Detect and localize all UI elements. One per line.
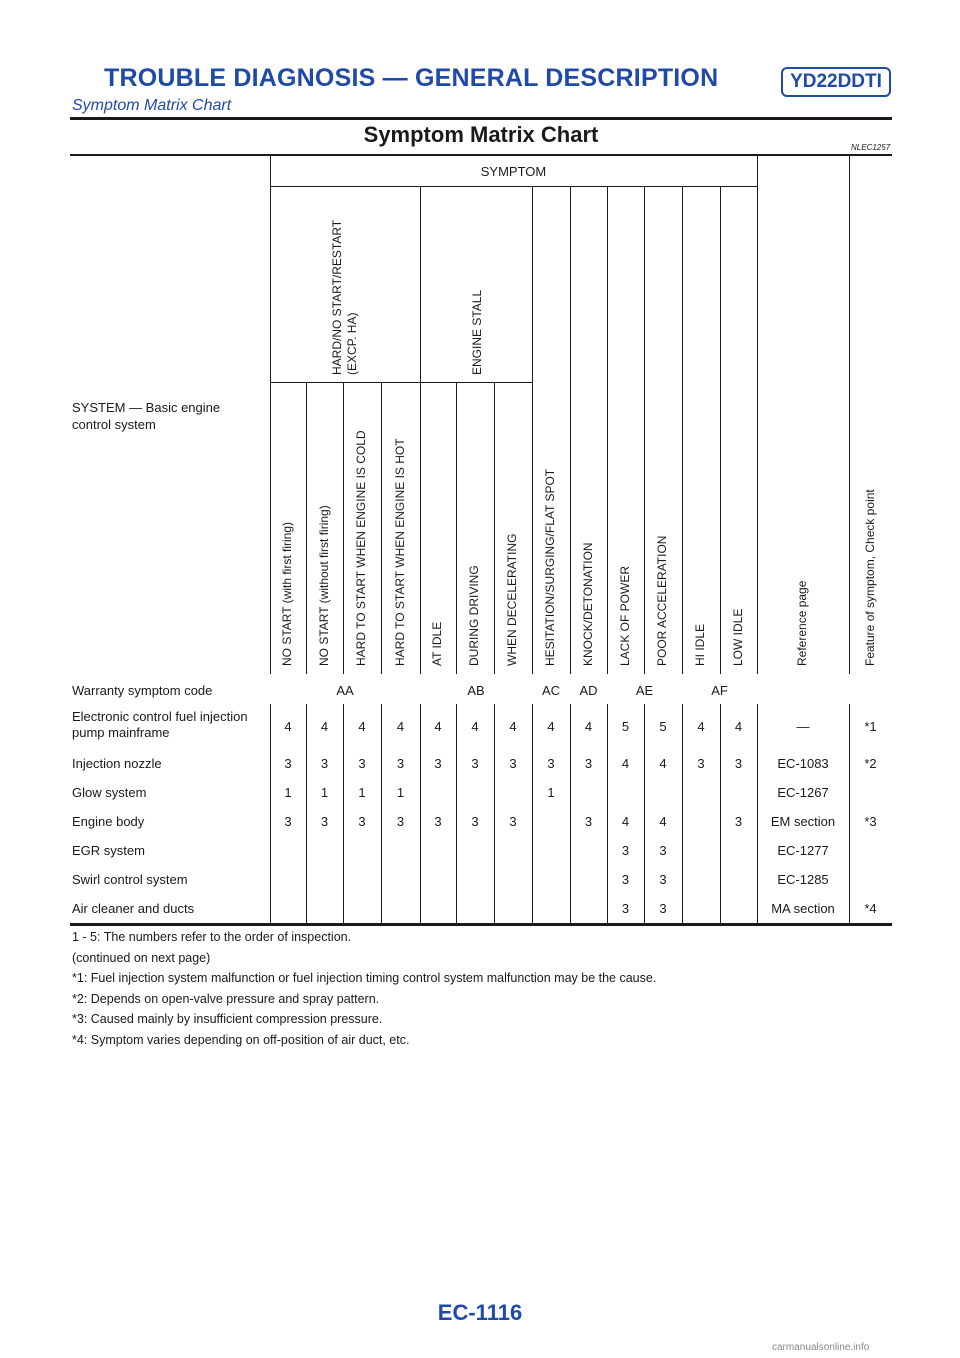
row-label: EGR system xyxy=(72,843,145,858)
matrix-cell: 4 xyxy=(284,719,292,734)
column-header: KNOCK/DETONATION xyxy=(581,542,595,666)
note-line: *1: Fuel injection system malfunction or fuel injection timing control system malfunction may be the cause. xyxy=(72,971,657,985)
matrix-cell: 3 xyxy=(659,901,667,916)
table-rule xyxy=(682,186,683,674)
feature-header: Feature of symptom, Check point xyxy=(863,489,877,666)
matrix-cell: 3 xyxy=(697,756,705,771)
row-label: Air cleaner and ducts xyxy=(72,901,195,916)
row-label: Injection nozzle xyxy=(72,756,162,771)
table-rule xyxy=(343,382,344,674)
table-rule xyxy=(757,155,758,674)
table-rule xyxy=(849,155,850,674)
matrix-cell: 3 xyxy=(734,814,743,829)
matrix-cell: 4 xyxy=(659,814,667,829)
column-header: HARD TO START WHEN ENGINE IS HOT xyxy=(393,438,407,666)
matrix-cell: 3 xyxy=(621,872,630,887)
feature-cell: *4 xyxy=(864,901,877,916)
feature-cell: *2 xyxy=(864,756,877,771)
table-rule xyxy=(607,186,608,674)
matrix-cell: 4 xyxy=(697,719,705,734)
column-header: AT IDLE xyxy=(430,621,444,666)
table-rule xyxy=(381,382,382,674)
section-title: Symptom Matrix Chart xyxy=(363,122,599,147)
matrix-cell: 4 xyxy=(621,814,630,829)
matrix-cell: 3 xyxy=(584,756,593,771)
matrix-cell: 3 xyxy=(659,843,667,858)
reference-cell: MA section xyxy=(771,901,835,916)
matrix-cell: 3 xyxy=(358,814,366,829)
warranty-code: AD xyxy=(579,683,598,698)
matrix-cell: 3 xyxy=(584,814,593,829)
matrix-cell: 3 xyxy=(434,814,442,829)
feature-cell: *1 xyxy=(864,719,877,734)
matrix-cell: 4 xyxy=(471,719,479,734)
matrix-cell: 3 xyxy=(471,756,479,771)
page-header-title: TROUBLE DIAGNOSIS — GENERAL DESCRIPTION xyxy=(104,64,719,92)
note-line: (continued on next page) xyxy=(72,951,211,965)
table-rule xyxy=(570,186,571,674)
column-header: NO START (with first firing) xyxy=(280,521,294,666)
row-label: Engine body xyxy=(72,814,145,829)
table-rule xyxy=(644,186,645,674)
reference-page-header: Reference page xyxy=(795,580,809,666)
table-rule xyxy=(494,382,495,674)
matrix-cell: 1 xyxy=(358,785,366,800)
matrix-cell: 5 xyxy=(659,719,667,734)
matrix-cell: 3 xyxy=(659,872,667,887)
matrix-cell: 3 xyxy=(621,843,630,858)
reference-cell: — xyxy=(796,719,810,734)
matrix-cell: 3 xyxy=(471,814,479,829)
matrix-cell: 3 xyxy=(509,814,517,829)
table-rule xyxy=(456,382,457,674)
matrix-cell: 4 xyxy=(734,719,743,734)
matrix-cell: 3 xyxy=(509,756,517,771)
warranty-code: AF xyxy=(711,683,728,698)
matrix-cell: 3 xyxy=(320,814,329,829)
matrix-cell: 1 xyxy=(396,785,405,800)
matrix-cell: 4 xyxy=(396,719,405,734)
warranty-code: AB xyxy=(467,683,485,698)
reference-cell: EC-1083 xyxy=(777,756,829,771)
engine-badge: YD22DDTI xyxy=(781,67,891,97)
matrix-cell: 3 xyxy=(320,756,329,771)
matrix-cell: 4 xyxy=(509,719,517,734)
symptom-header: SYMPTOM xyxy=(480,164,547,179)
section-code: NLEC1257 xyxy=(851,143,891,152)
matrix-cell: 3 xyxy=(358,756,366,771)
header-rule xyxy=(70,117,892,120)
column-header: POOR ACCELERATION xyxy=(655,535,669,666)
matrix-cell: 3 xyxy=(547,756,555,771)
warranty-code: AA xyxy=(336,683,354,698)
reference-cell: EC-1267 xyxy=(777,785,829,800)
matrix-cell: 1 xyxy=(284,785,292,800)
row-label: Electronic control fuel injection pump mainframe xyxy=(72,709,248,740)
matrix-cell: 4 xyxy=(584,719,593,734)
system-label: SYSTEM — Basic engine control system xyxy=(72,400,221,432)
reference-cell: EC-1277 xyxy=(777,843,829,858)
matrix-cell: 3 xyxy=(396,814,405,829)
row-label: Swirl control system xyxy=(72,872,188,887)
column-header: WHEN DECELERATING xyxy=(505,533,519,666)
matrix-cell: 3 xyxy=(284,814,292,829)
note-line: 1 - 5: The numbers refer to the order of inspection. xyxy=(72,930,352,944)
table-rule xyxy=(532,704,533,923)
row-label: Glow system xyxy=(72,785,147,800)
matrix-cell: 4 xyxy=(621,756,630,771)
warranty-code: AC xyxy=(541,683,561,698)
table-rule xyxy=(270,155,271,674)
reference-cell: EC-1285 xyxy=(777,872,829,887)
column-header: HESITATION/SURGING/FLAT SPOT xyxy=(543,468,557,666)
warranty-code: AE xyxy=(635,683,654,698)
table-rule xyxy=(420,186,421,674)
watermark: carmanualsonline.info xyxy=(772,1342,870,1353)
warranty-label: Warranty symptom code xyxy=(72,683,213,698)
page-header-subtitle: Symptom Matrix Chart xyxy=(72,97,232,114)
table-rule xyxy=(70,154,892,156)
column-header: DURING DRIVING xyxy=(467,565,481,666)
table-rule xyxy=(70,923,892,926)
column-header: LACK OF POWER xyxy=(618,565,632,666)
table-rule xyxy=(720,186,721,674)
feature-cell: *3 xyxy=(864,814,877,829)
note-line: *2: Depends on open-valve pressure and spray pattern. xyxy=(72,992,380,1006)
group-header-hard-start: HARD/NO START/RESTART (EXCP. HA) xyxy=(330,220,359,375)
matrix-cell: 3 xyxy=(284,756,292,771)
table-rule xyxy=(532,186,533,674)
matrix-cell: 4 xyxy=(547,719,555,734)
reference-cell: EM section xyxy=(770,814,836,829)
matrix-cell: 5 xyxy=(621,719,630,734)
column-header: HI IDLE xyxy=(693,623,707,666)
matrix-cell: 3 xyxy=(434,756,442,771)
matrix-cell: 4 xyxy=(320,719,329,734)
matrix-cell: 3 xyxy=(396,756,405,771)
group-header-engine-stall: ENGINE STALL xyxy=(470,289,484,375)
matrix-cell: 1 xyxy=(320,785,329,800)
column-header: LOW IDLE xyxy=(731,608,745,666)
matrix-cell: 3 xyxy=(734,756,743,771)
column-header: HARD TO START WHEN ENGINE IS COLD xyxy=(354,430,368,666)
matrix-cell: 4 xyxy=(358,719,366,734)
matrix-cell: 1 xyxy=(547,785,555,800)
matrix-cell: 3 xyxy=(621,901,630,916)
note-line: *3: Caused mainly by insufficient compression pressure. xyxy=(72,1012,383,1026)
table-rule xyxy=(270,382,532,383)
column-header: NO START (without first firing) xyxy=(317,505,331,666)
page-number: EC-1116 xyxy=(437,1300,523,1325)
matrix-cell: 4 xyxy=(659,756,667,771)
table-rule xyxy=(306,382,307,674)
note-line: *4: Symptom varies depending on off-position of air duct, etc. xyxy=(72,1033,410,1047)
table-rule xyxy=(682,704,683,923)
matrix-cell: 4 xyxy=(434,719,442,734)
